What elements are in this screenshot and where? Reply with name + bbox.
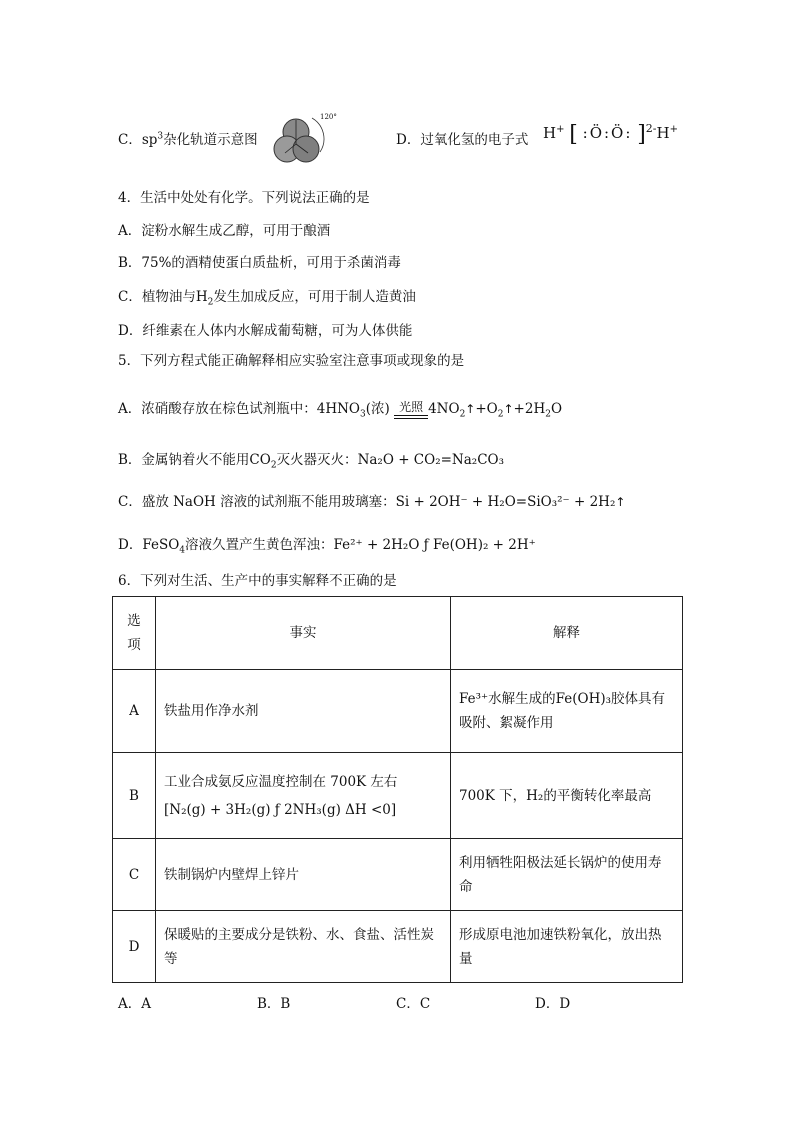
row-explain: Fe³⁺水解生成的Fe(OH)₃胶体具有 吸附、絮凝作用 [451,670,683,753]
q5-option-c: C．盛放 NaOH 溶液的试剂瓶不能用玻璃塞：Si + 2OH⁻ + H₂O=SiO₃²⁻ + 2H₂↑ [118,494,626,510]
answer-d: D．D [535,996,571,1012]
table-row [113,670,683,753]
row-option: A [113,670,156,753]
row-fact: 保暖贴的主要成分是铁粉、水、食盐、活性炭 等 [156,911,451,983]
q4-option-a: A．淀粉水解生成乙醇，可用于酿酒 [118,223,331,239]
q5-stem: 5．下列方程式能正确解释相应实验室注意事项或现象的是 [118,353,465,369]
reaction-condition: 光照 [394,401,428,419]
q4-option-c: C．植物油与$H_2$发生加成反应，可用于制人造黄油 [118,289,416,308]
q3-option-c: C．$sp^3$杂化轨道示意图 [118,131,258,148]
header-explain: 解释 [451,597,683,670]
q5-option-a: A．浓硝酸存放在棕色试剂瓶中：$4HNO_3$(浓) 光照 $4NO_2↑+O_2↑+2H_2O$ [118,399,563,420]
angle-label: 120° [320,113,337,121]
table-row [113,753,683,839]
q3-option-d: D．过氧化氢的电子式 [396,132,529,148]
row-fact: 工业合成氨反应温度控制在 700K 左右 [N₂(g) + 3H₂(g) ƒ 2NH₃(g) ΔH <0] [156,753,451,839]
q4-option-d: D．纤维素在人体内水解成葡萄糖，可为人体供能 [118,323,413,339]
row-option: C [113,839,156,911]
row-explain: 利用牺牲阳极法延长锅炉的使用寿 命 [451,839,683,911]
h2o2-electron-formula: H+ [ :Ö:Ö: ]$^{2-}$H+ [543,122,678,147]
q5-option-b: B．金属钠着火不能用$CO_2$灭火器灭火：Na₂O + CO₂=Na₂CO₃ [118,452,504,471]
header-fact: 事实 [156,597,451,670]
row-explain: 形成原电池加速铁粉氧化，放出热 量 [451,911,683,983]
q5-option-d: D．FeSO$_4$溶液久置产生黄色浑浊：Fe²⁺ + 2H₂O ƒ Fe(OH)₂ + 2H⁺ [118,537,536,556]
q6-stem: 6．下列对生活、生产中的事实解释不正确的是 [118,573,397,589]
fact-table [112,596,683,983]
q4-stem: 4．生活中处处有化学。下列说法正确的是 [118,190,370,206]
table-row [113,911,683,983]
q4-option-b: B．75%的酒精使蛋白质盐析，可用于杀菌消毒 [118,255,401,271]
row-explain: 700K 下，H₂的平衡转化率最高 [451,753,683,839]
answer-c: C．C [396,996,431,1012]
answer-b: B．B [257,996,291,1012]
table-row [113,839,683,911]
answer-a: A．A [118,996,151,1012]
q6-answer-options [118,992,674,1012]
table-header-row [113,597,683,670]
row-fact: 铁盐用作净水剂 [156,670,451,753]
header-option: 选 项 [113,597,156,670]
row-fact: 铁制锅炉内壁焊上锌片 [156,839,451,911]
sp3-orbital-diagram [268,108,350,172]
row-option: D [113,911,156,983]
row-option: B [113,753,156,839]
